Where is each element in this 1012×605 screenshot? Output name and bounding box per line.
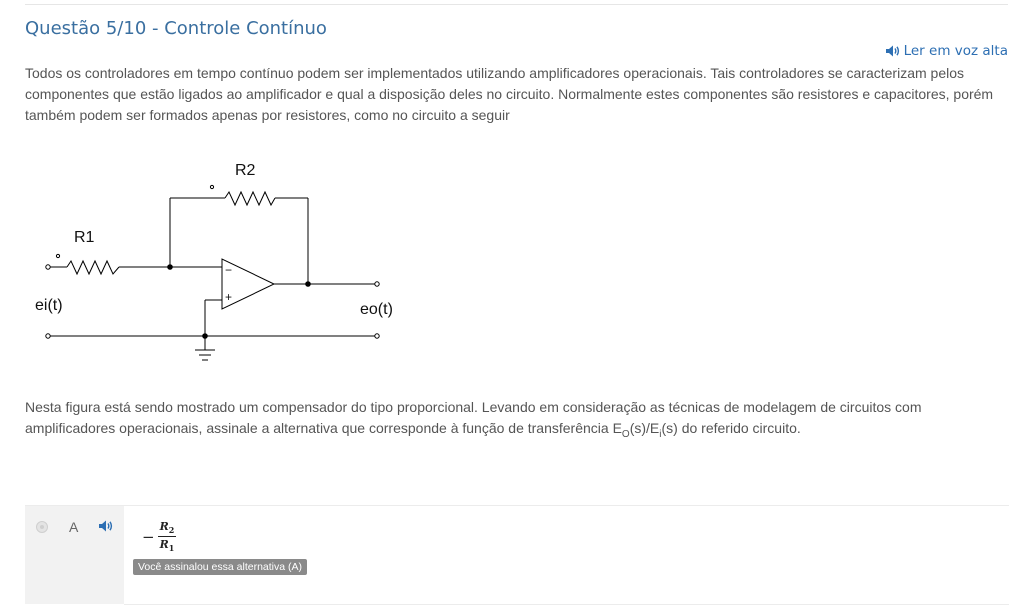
- answer-option-controls: [25, 506, 124, 604]
- node-junction-ground: [202, 333, 208, 339]
- answer-radio-a[interactable]: [36, 521, 48, 533]
- question-intro: Todos os controladores em tempo contínuo podem ser implementados utilizando amplificadores operacionais. Tais controladores se caracterizam pelos componentes que estão ligados ao amplificador e qual a disposição deles no circuito. Normalmente estes componentes são resistores e capacitores, porém também podem ser formados apenas por resistores, como no circuito a seguir: [25, 65, 994, 123]
- answer-formula: [142, 520, 176, 553]
- node-junction-input: [167, 264, 173, 270]
- formula-denominator: $R_1$: [159, 538, 175, 554]
- label-r1: R1: [74, 229, 95, 246]
- formula-numerator: $R_2$: [159, 520, 175, 536]
- read-aloud-button[interactable]: [886, 43, 1008, 59]
- read-aloud-label: Ler em voz alta: [903, 43, 1008, 59]
- label-input: ei(t): [35, 297, 63, 314]
- formula-fraction: [158, 520, 177, 553]
- label-output: eo(t): [360, 301, 393, 318]
- top-divider: [25, 4, 1008, 5]
- selected-answer-badge: Você assinalou essa alternativa (A): [133, 559, 307, 575]
- question-title: Questão 5/10 - Controle Contínuo: [25, 18, 327, 39]
- resistor-r1: [67, 261, 119, 274]
- resistor-r2: [225, 192, 275, 205]
- answer-content: [124, 506, 1009, 605]
- speaker-icon: [886, 45, 901, 57]
- circuit-diagram: [25, 150, 425, 375]
- op-amp-minus: −: [225, 263, 233, 277]
- label-r2: R2: [235, 162, 256, 179]
- answer-option-a[interactable]: [25, 505, 1009, 604]
- question-body: Nesta figura está sendo mostrado um compensador do tipo proporcional. Levando em consideração as técnicas de modelagem de circuitos com amplificadores operacionais, assinale a alternativa que corresponde à função de transferência $E_O(s)/E_i(s)$ do referido circuito.: [25, 399, 922, 440]
- node-junction-output: [305, 281, 311, 287]
- op-amp-plus: +: [225, 290, 233, 304]
- answer-letter: A: [69, 519, 79, 535]
- formula-sign: −: [142, 527, 155, 546]
- speaker-icon[interactable]: [99, 519, 114, 537]
